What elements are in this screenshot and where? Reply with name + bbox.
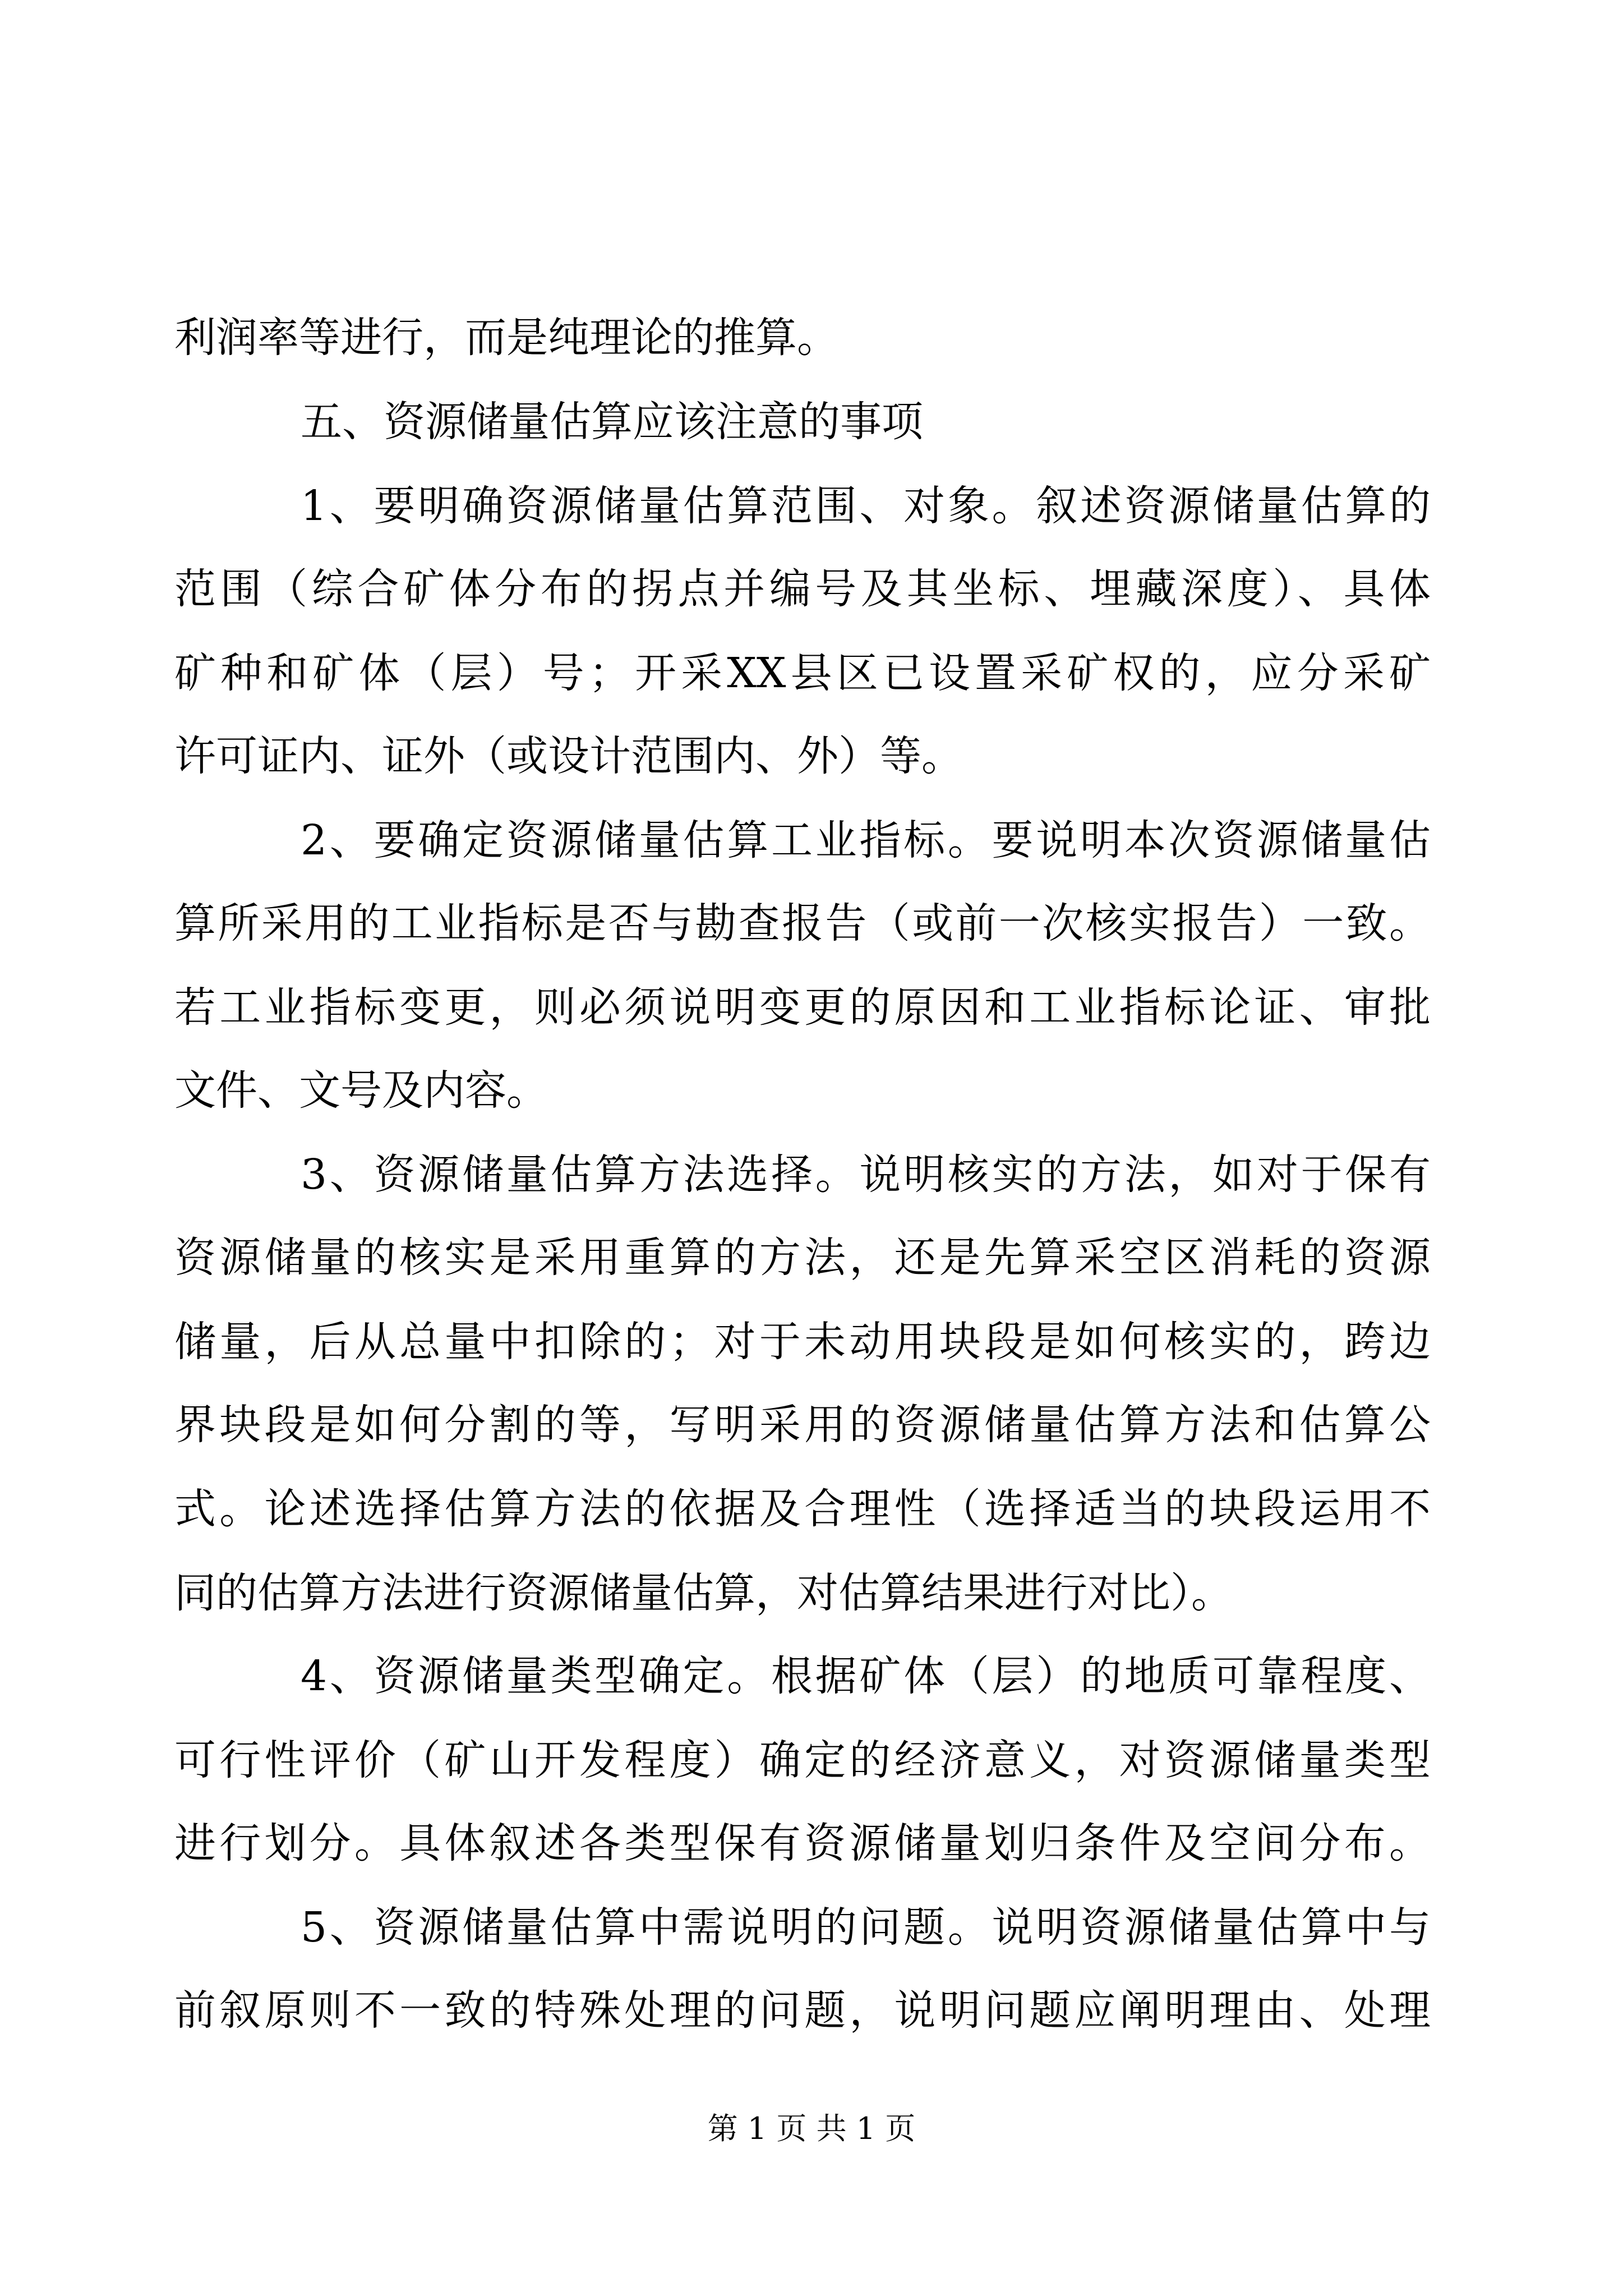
text-line: 3、资源储量估算方法选择。说明核实的方法，如对于保有 — [301, 1151, 1431, 1199]
text-line: 2、要确定资源储量估算工业指标。要说明本次资源储量估 — [301, 816, 1431, 864]
text-line: 资源储量的核实是采用重算的方法，还是先算采空区消耗的资源 — [174, 1234, 1431, 1282]
text-line: 储量，后从总量中扣除的；对于未动用块段是如何核实的，跨边 — [174, 1318, 1431, 1366]
text-line: 若工业指标变更，则必须说明变更的原因和工业指标论证、审批 — [174, 983, 1431, 1032]
text-line: 4、资源储量类型确定。根据矿体（层）的地质可靠程度、 — [301, 1652, 1431, 1700]
section-heading: 五、资源储量估算应该注意的事项 — [301, 398, 923, 446]
text-line: 界块段是如何分割的等，写明采用的资源储量估算方法和估算公 — [174, 1401, 1431, 1449]
text-line: 算所采用的工业指标是否与勘查报告（或前一次核实报告）一致。 — [174, 899, 1431, 947]
text-line: 式。论述选择估算方法的依据及合理性（选择适当的块段运用不 — [174, 1485, 1431, 1533]
text-line: 可行性评价（矿山开发程度）确定的经济意义，对资源储量类型 — [174, 1736, 1431, 1784]
text-line: 许可证内、证外（或设计范围内、外）等。 — [174, 732, 963, 780]
text-line: 前叙原则不一致的特殊处理的问题，说明问题应阐明理由、处理 — [174, 1986, 1431, 2035]
page-footer: 第 1 页 共 1 页 — [707, 2111, 916, 2146]
text-line: 5、资源储量估算中需说明的问题。说明资源储量估算中与 — [301, 1903, 1431, 1952]
text-line: 范围（综合矿体分布的拐点并编号及其坐标、埋藏深度）、具体 — [174, 565, 1431, 613]
text-line: 同的估算方法进行资源储量估算，对估算结果进行对比）。 — [174, 1569, 1233, 1617]
text-line: 矿种和矿体（层）号；开采XX县区已设置采矿权的，应分采矿 — [174, 649, 1431, 697]
text-line: 文件、文号及内容。 — [174, 1066, 548, 1115]
text-line: 进行划分。具体叙述各类型保有资源储量划归条件及空间分布。 — [174, 1819, 1431, 1867]
text-line: 1、要明确资源储量估算范围、对象。叙述资源储量估算的 — [301, 482, 1431, 530]
text-line: 利润率等进行，而是纯理论的推算。 — [174, 314, 838, 362]
